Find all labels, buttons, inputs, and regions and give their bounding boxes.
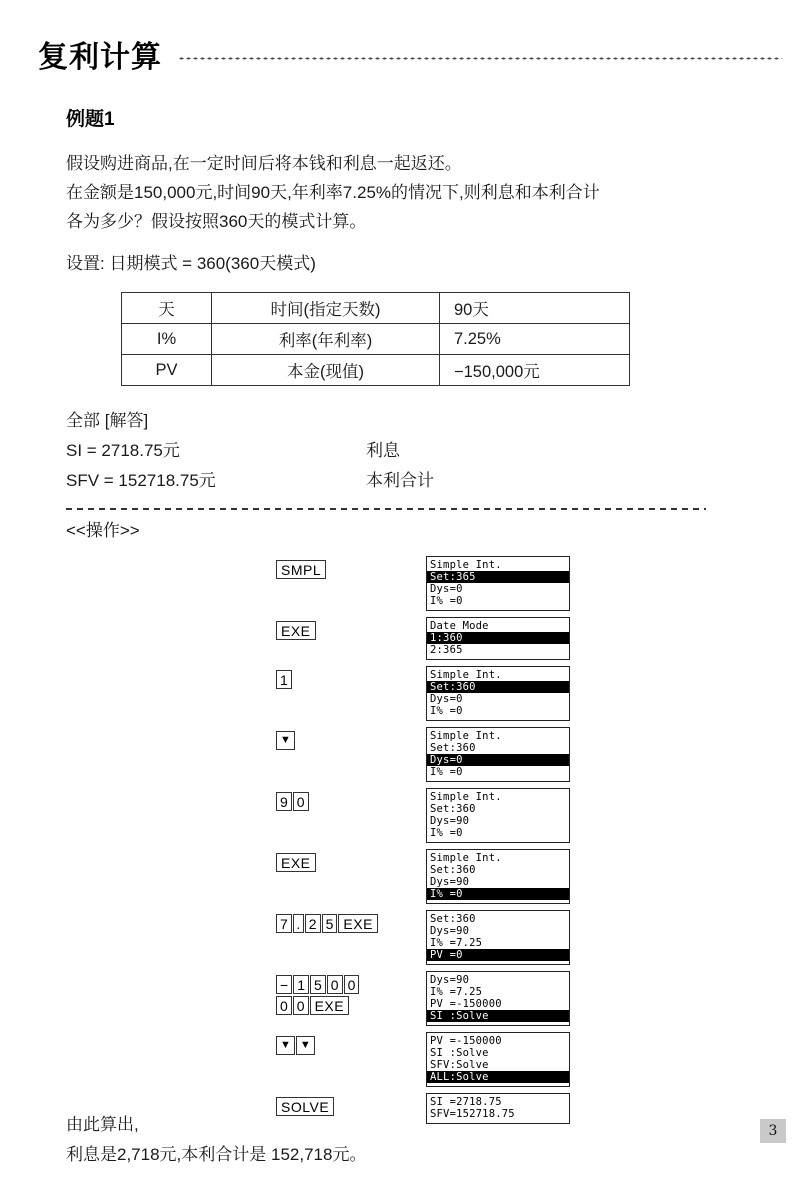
dashed-divider bbox=[66, 508, 706, 510]
operation-step bbox=[276, 556, 606, 611]
operation-step bbox=[276, 971, 606, 1026]
key-line bbox=[276, 670, 426, 689]
screen-line: PV =-150000 bbox=[430, 1035, 502, 1047]
screen-line-selected: SI :Solve bbox=[427, 1010, 569, 1022]
screen-line: Dys=90 bbox=[430, 876, 470, 888]
paragraph-line: 在金额是150,000元,时间90天,年利率7.25%的情况下,则利息和本利合计 bbox=[66, 183, 600, 202]
screen-line: SFV:Solve bbox=[430, 1059, 489, 1071]
table-cell-desc: 利率(年利率) bbox=[212, 324, 440, 355]
calculator-key[interactable]: 0 bbox=[276, 996, 292, 1015]
screen-line-selected: Dys=0 bbox=[427, 754, 569, 766]
parameter-table bbox=[121, 292, 630, 386]
key-down-arrow-icon[interactable]: ▼ bbox=[276, 731, 295, 750]
paragraph-line: 各为多少？假设按照360天的模式计算。 bbox=[66, 212, 367, 231]
screen-line-selected: ALL:Solve bbox=[427, 1071, 569, 1083]
operation-label: <<操作>> bbox=[66, 521, 140, 540]
calculator-key[interactable]: SOLVE bbox=[276, 1097, 334, 1116]
screen-line: I% =7.25 bbox=[430, 937, 483, 949]
table-cell-key: I% bbox=[122, 324, 212, 355]
key-line bbox=[276, 914, 426, 933]
operation-step bbox=[276, 727, 606, 782]
calculator-key[interactable]: 7 bbox=[276, 914, 292, 933]
calculator-key[interactable]: 1 bbox=[293, 975, 309, 994]
calculator-screen bbox=[426, 666, 570, 721]
calculator-key[interactable]: 0 bbox=[344, 975, 360, 994]
screen-line: PV =-150000 bbox=[430, 998, 502, 1010]
paragraph-line: 假设购进商品,在一定时间后将本钱和利息一起返还。 bbox=[66, 154, 462, 173]
key-sequence bbox=[276, 617, 426, 642]
screen-line: Set:360 bbox=[430, 913, 476, 925]
screen-line: I% =0 bbox=[430, 827, 463, 839]
screen-line: 2:365 bbox=[430, 644, 463, 656]
answer-label: 本利合计 bbox=[366, 471, 434, 490]
answer-block bbox=[66, 406, 760, 496]
key-line bbox=[276, 560, 426, 579]
calculator-screen bbox=[426, 910, 570, 965]
calculator-key[interactable]: 1 bbox=[276, 670, 292, 689]
calculator-screen bbox=[426, 727, 570, 782]
screen-line: Set:360 bbox=[430, 742, 476, 754]
key-line bbox=[276, 975, 426, 994]
setting-line: 设置: 日期模式 = 360(360天模式) bbox=[66, 254, 316, 273]
key-line bbox=[276, 731, 426, 750]
operation-step bbox=[276, 788, 606, 843]
table-cell-value: 7.25% bbox=[440, 324, 630, 355]
key-sequence bbox=[276, 727, 426, 752]
screen-line: Set:360 bbox=[430, 864, 476, 876]
operation-sequence bbox=[276, 556, 606, 1130]
calculator-key[interactable]: EXE bbox=[310, 996, 350, 1015]
screen-line-selected: Set:365 bbox=[427, 571, 569, 583]
page-header bbox=[38, 28, 782, 80]
key-line bbox=[276, 1036, 426, 1055]
calculator-key[interactable]: EXE bbox=[276, 853, 316, 872]
table-cell-key: 天 bbox=[122, 293, 212, 324]
table-row bbox=[122, 355, 630, 386]
screen-line: Dys=90 bbox=[430, 974, 470, 986]
table-cell-key: PV bbox=[122, 355, 212, 386]
calculator-key[interactable]: 2 bbox=[305, 914, 321, 933]
answer-heading: 全部 [解答] bbox=[66, 411, 149, 430]
key-sequence bbox=[276, 556, 426, 581]
title-dotted-rule bbox=[178, 57, 782, 60]
screen-line: SI =2718.75 bbox=[430, 1096, 502, 1108]
answer-value: SI = 2718.75元 bbox=[66, 441, 180, 460]
calculator-key[interactable]: . bbox=[293, 914, 304, 933]
key-line bbox=[276, 853, 426, 872]
table-cell-desc: 时间(指定天数) bbox=[212, 293, 440, 324]
screen-line: Set:360 bbox=[430, 803, 476, 815]
screen-line: Dys=90 bbox=[430, 925, 470, 937]
screen-line: I% =0 bbox=[430, 705, 463, 717]
key-sequence bbox=[276, 910, 426, 935]
calculator-screen bbox=[426, 788, 570, 843]
main-content bbox=[66, 104, 760, 546]
screen-line-selected: I% =0 bbox=[427, 888, 569, 900]
key-line bbox=[276, 621, 426, 640]
page-footer bbox=[66, 1110, 366, 1170]
key-down-arrow-icon[interactable]: ▼ bbox=[296, 1036, 315, 1055]
answer-value: SFV = 152718.75元 bbox=[66, 471, 216, 490]
example-heading: 例题1 bbox=[66, 109, 115, 130]
key-sequence bbox=[276, 971, 426, 1017]
table-row bbox=[122, 293, 630, 324]
key-sequence bbox=[276, 849, 426, 874]
calculator-key[interactable]: EXE bbox=[276, 621, 316, 640]
screen-line: I% =0 bbox=[430, 595, 463, 607]
answer-label: 利息 bbox=[366, 441, 400, 460]
calculator-screen bbox=[426, 1093, 570, 1124]
answer-row bbox=[66, 466, 760, 496]
table-row bbox=[122, 324, 630, 355]
key-sequence bbox=[276, 666, 426, 691]
screen-line: SFV=152718.75 bbox=[430, 1108, 515, 1120]
calculator-key[interactable]: 5 bbox=[322, 914, 338, 933]
calculator-key[interactable]: 0 bbox=[293, 792, 309, 811]
calculator-screen bbox=[426, 849, 570, 904]
operation-step bbox=[276, 666, 606, 721]
calculator-key[interactable]: 0 bbox=[293, 996, 309, 1015]
screen-line-selected: PV =0 bbox=[427, 949, 569, 961]
table-cell-value: −150,000元 bbox=[440, 355, 630, 386]
calculator-key[interactable]: − bbox=[276, 975, 292, 994]
screen-line: Dys=0 bbox=[430, 693, 463, 705]
calculator-screen bbox=[426, 617, 570, 660]
screen-line: Dys=0 bbox=[430, 583, 463, 595]
table-cell-value: 90天 bbox=[440, 293, 630, 324]
calculator-screen bbox=[426, 556, 570, 611]
screen-line-selected: Set:360 bbox=[427, 681, 569, 693]
operation-step bbox=[276, 617, 606, 660]
table-cell-desc: 本金(现值) bbox=[212, 355, 440, 386]
footer-line: 由此算出, bbox=[66, 1115, 139, 1134]
screen-line: I% =7.25 bbox=[430, 986, 483, 998]
calculator-key[interactable]: 5 bbox=[310, 975, 326, 994]
screen-line: Simple Int. bbox=[430, 559, 502, 571]
page-number-badge: 3 bbox=[760, 1119, 786, 1143]
footer-line: 利息是2,718元,本利合计是 152,718元。 bbox=[66, 1145, 367, 1164]
key-down-arrow-icon[interactable]: ▼ bbox=[276, 1036, 295, 1055]
key-sequence bbox=[276, 788, 426, 813]
calculator-key[interactable]: EXE bbox=[338, 914, 378, 933]
example-paragraph bbox=[66, 149, 760, 236]
screen-line: Simple Int. bbox=[430, 852, 502, 864]
key-line bbox=[276, 792, 426, 811]
screen-line-selected: 1:360 bbox=[427, 632, 569, 644]
calculator-key[interactable]: 0 bbox=[327, 975, 343, 994]
key-line bbox=[276, 996, 426, 1015]
calculator-screen bbox=[426, 1032, 570, 1087]
calculator-key[interactable]: 9 bbox=[276, 792, 292, 811]
screen-line: Simple Int. bbox=[430, 791, 502, 803]
screen-line: I% =0 bbox=[430, 766, 463, 778]
page-title: 复利计算 bbox=[38, 40, 162, 75]
operation-step bbox=[276, 910, 606, 965]
screen-line: Simple Int. bbox=[430, 730, 502, 742]
screen-line: SI :Solve bbox=[430, 1047, 489, 1059]
answer-row bbox=[66, 436, 760, 466]
key-sequence bbox=[276, 1032, 426, 1057]
calculator-screen bbox=[426, 971, 570, 1026]
operation-step bbox=[276, 849, 606, 904]
screen-line: Simple Int. bbox=[430, 669, 502, 681]
screen-line: Dys=90 bbox=[430, 815, 470, 827]
operation-step bbox=[276, 1032, 606, 1087]
calculator-key[interactable]: SMPL bbox=[276, 560, 326, 579]
screen-line: Date Mode bbox=[430, 620, 489, 632]
